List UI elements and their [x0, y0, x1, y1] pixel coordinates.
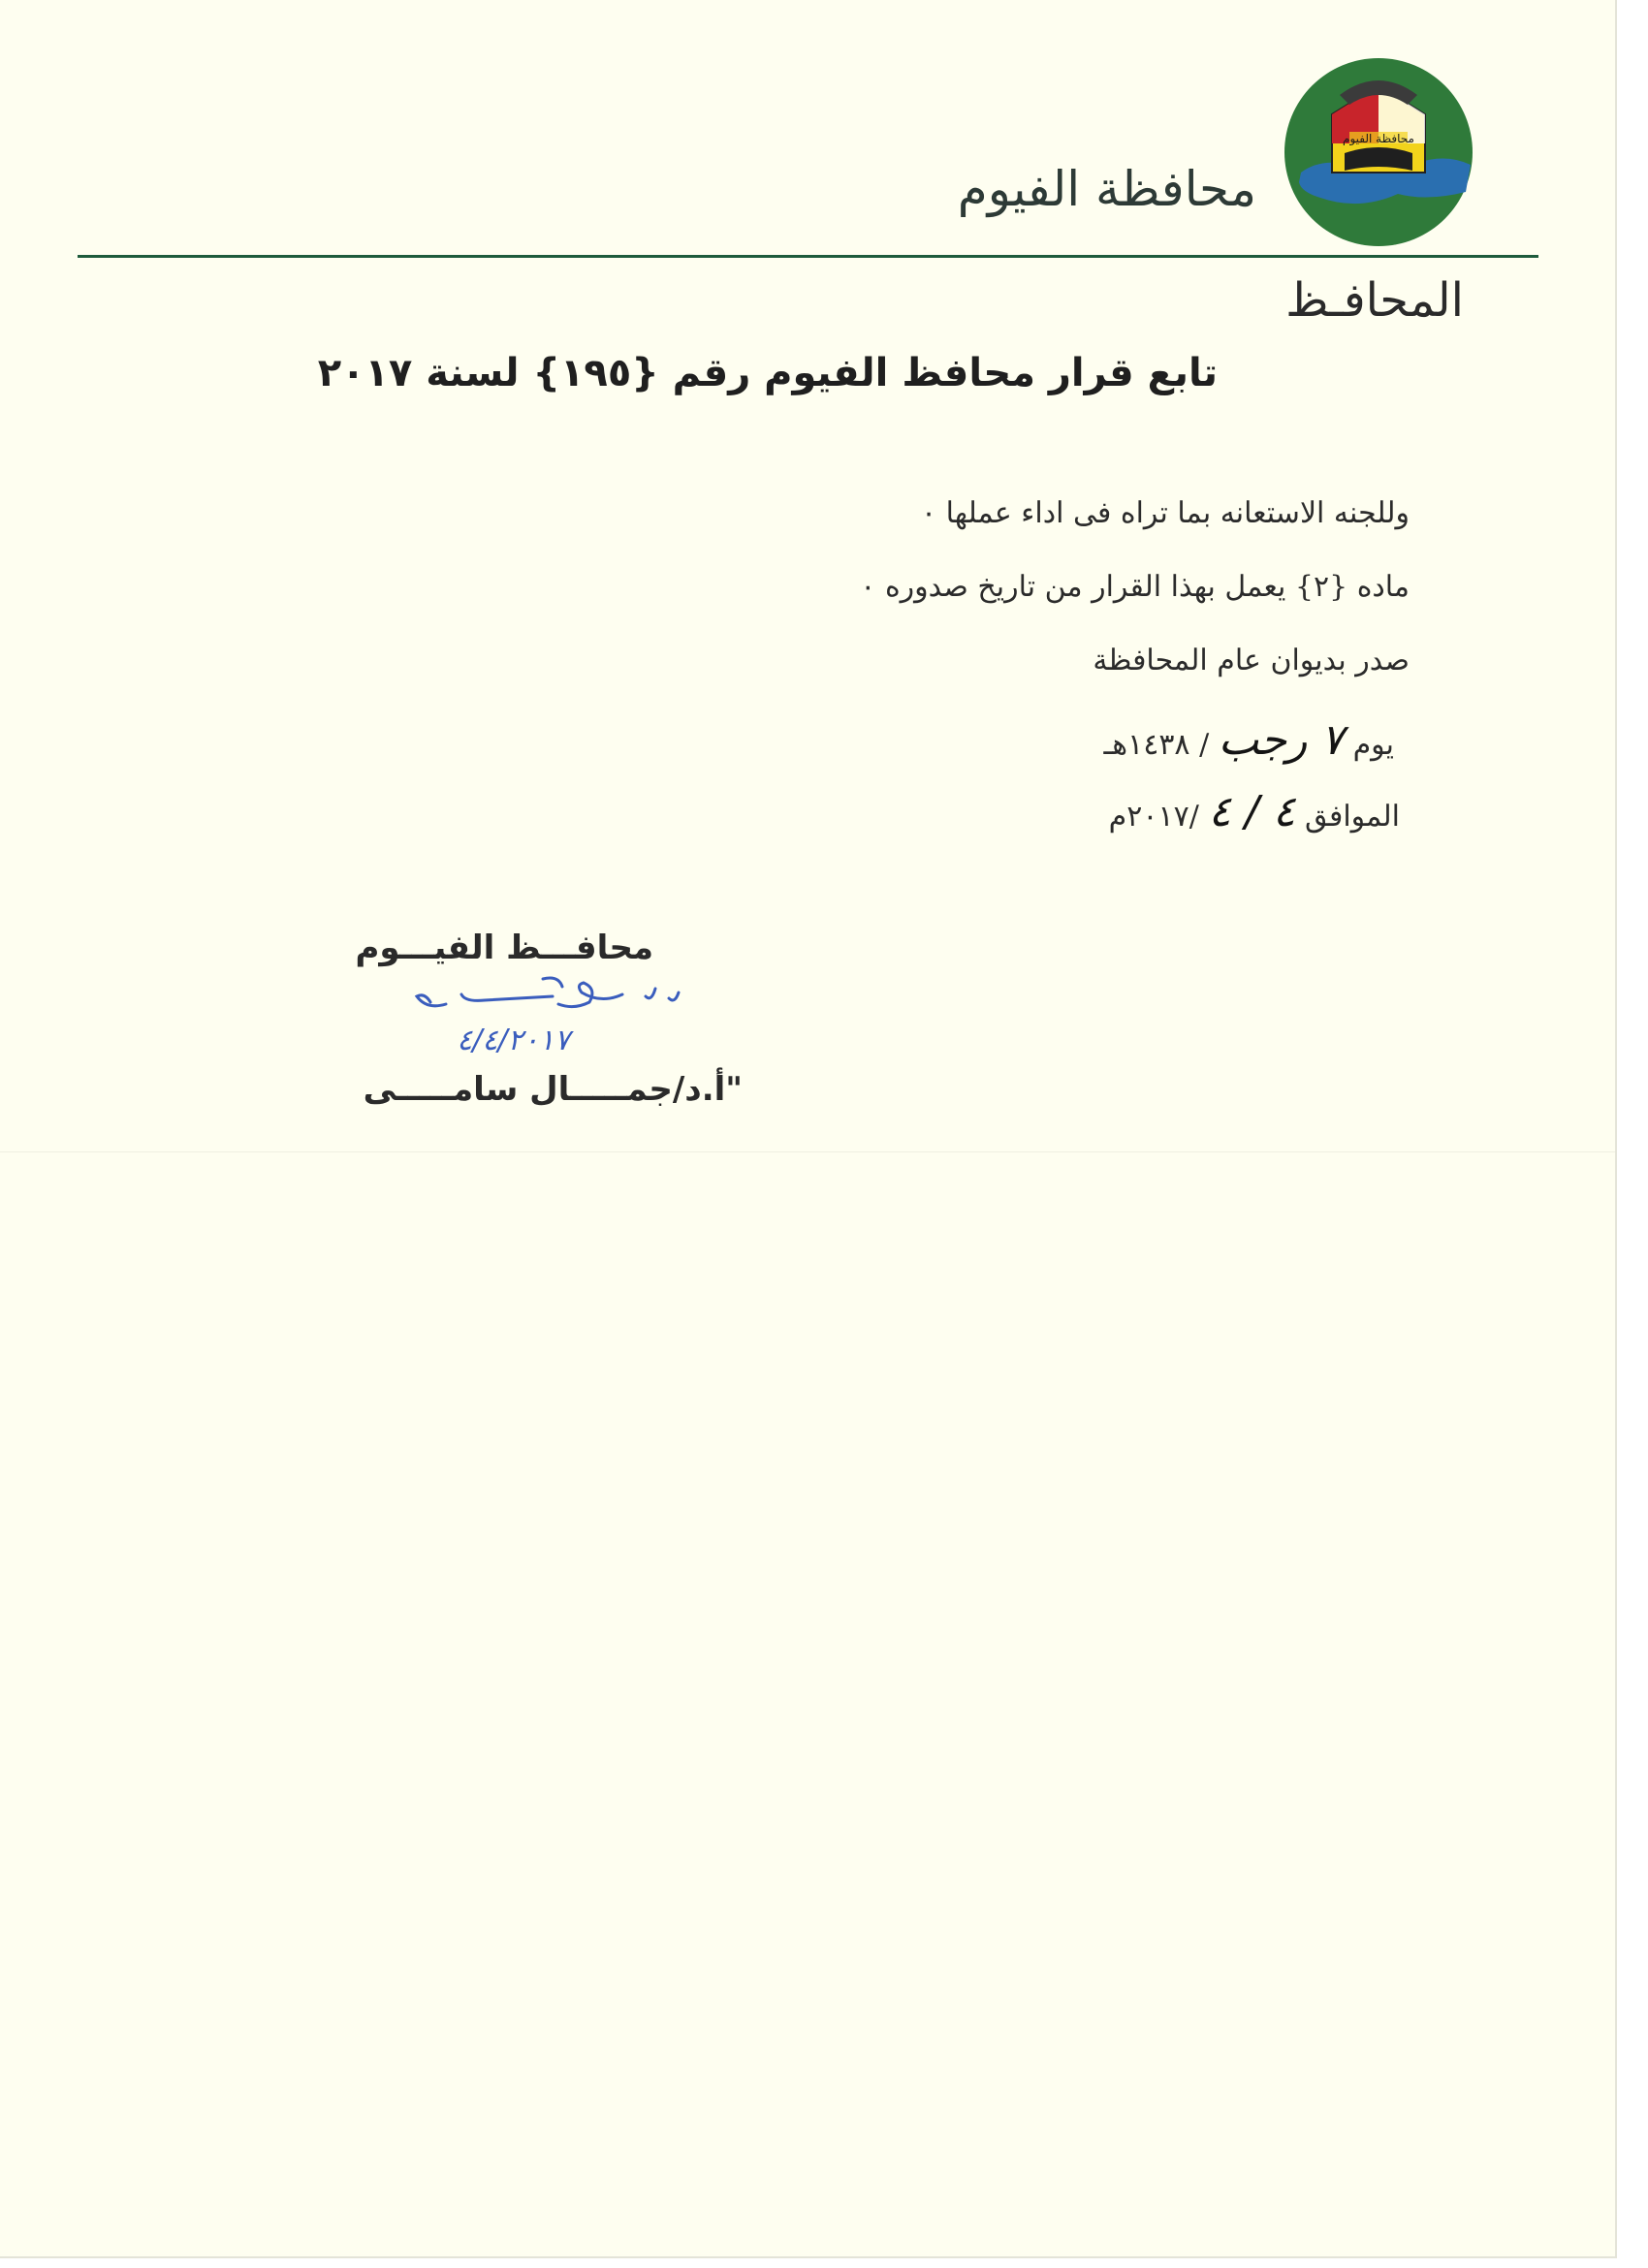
gregorian-date-suffix: /٢٠١٧م	[1108, 800, 1199, 834]
signature-date: ٤/٤/٢٠١٧	[457, 1024, 570, 1057]
scan-margin-right	[1617, 0, 1648, 2268]
gregorian-date-prefix: الموافق	[1304, 800, 1400, 834]
body-line-gregorian-date	[1109, 787, 1400, 836]
hijri-date-suffix: / ١٤٣٨هـ	[1103, 728, 1210, 762]
body-line-hijri-date	[1103, 715, 1394, 765]
body-line-issued-at: صدر بديوان عام المحافظة	[1093, 644, 1410, 677]
hijri-date-handwritten: ٧ رجب	[1218, 715, 1345, 765]
decree-heading: تابع قرار محافظ الفيوم رقم {١٩٥} لسنة ٢٠١٧	[317, 351, 1218, 395]
page-fold	[0, 1151, 1615, 1152]
body-line-article-2: ماده {٢} يعمل بهذا القرار من تاريخ صدوره ٠	[860, 570, 1410, 604]
organization-name: محافظة الفيوم	[957, 161, 1256, 217]
header-divider	[78, 255, 1538, 258]
scan-margin-bottom	[0, 2258, 1648, 2268]
emblem-label: محافظة الفيوم	[1343, 132, 1414, 145]
governorate-emblem	[1282, 56, 1475, 248]
hijri-date-prefix: يوم	[1352, 728, 1394, 762]
office-title: المحافـظ	[1285, 273, 1464, 328]
signatory-title: محافـــظ الفيـــوم	[355, 929, 653, 967]
signatory-name: "أ.د/جمـــــال سامـــــى	[363, 1070, 743, 1109]
gregorian-date-handwritten: ٤ / ٤	[1208, 787, 1296, 836]
body-line-committee: وللجنه الاستعانه بما تراه فى اداء عملها ٠	[920, 496, 1410, 530]
